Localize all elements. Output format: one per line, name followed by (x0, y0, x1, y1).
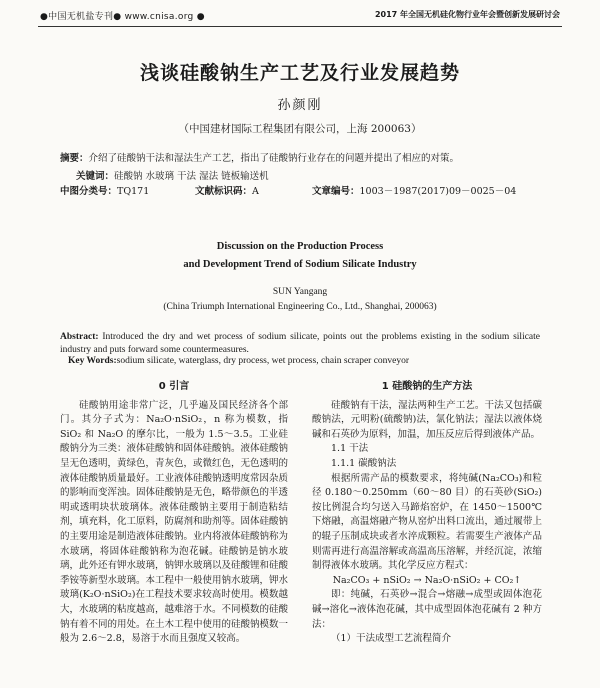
process-paragraph: 即：纯碱，石英砂→混合→熔融→成型或固体泡花碱→溶化→液体泡花碱，其中成型固体泡花碱有 2 种方法： (312, 589, 542, 630)
english-title (0, 238, 600, 274)
abstract-cn-text: 介绍了硅酸钠干法和湿法生产工艺，指出了硅酸钠行业存在的问题并提出了相应的对策。 (88, 153, 460, 164)
left-column (60, 380, 288, 647)
english-affiliation: (China Triumph International Engineering Co., Ltd., Shanghai, 200063) (163, 302, 437, 312)
keywords-cn-text: 硅酸钠 水玻璃 干法 湿法 链板输送机 (114, 171, 269, 182)
reaction-equation: Na₂CO₃ + nSiO₂ → Na₂O·nSiO₂ + CO₂↑ (332, 574, 522, 586)
article-number-label: 文章编号： (312, 186, 360, 197)
dry-forming-heading: （1）干法成型工艺流程简介 (331, 633, 452, 645)
article-title: 浅谈硅酸钠生产工艺及行业发展趋势 (139, 62, 460, 84)
english-keywords-text: sodium silicate, waterglass, dry process, wet process, chain scraper conveyor (116, 356, 410, 366)
section-heading-intro: 0 引言 (158, 381, 190, 392)
methods-paragraph: 硅酸钠有干法，湿法两种生产工艺。干法又包括碳酸钠法，元明粉(硫酸钠)法，氯化钠法；湿法以液体烧碱和石英砂为原料，加温，加压反应后得到液体产品。 (312, 399, 542, 440)
abstract-cn-label: 摘要： (60, 153, 89, 164)
subsection-sodium-carbonate: 1.1.1 碳酸钠法 (331, 457, 397, 469)
keywords-cn-label: 关键词： (76, 171, 115, 182)
journal-header-right: 2017 年全国无机硅化物行业年会暨创新发展研讨会 (374, 10, 560, 19)
article-number-value: 1003－1987(2017)09－0025－04 (359, 186, 517, 197)
author-affiliation: （中国建材国际工程集团有限公司，上海 200063） (178, 123, 422, 135)
clc-value: TQ171 (117, 186, 150, 197)
doc-code-value: A (252, 186, 259, 197)
english-abstract-label: Abstract: (60, 332, 99, 342)
journal-header-left: ●中国无机盐专刊● www.cnisa.org ● (40, 12, 205, 22)
section-heading-methods: 1 硅酸钠的生产方法 (381, 381, 473, 392)
english-keywords (68, 356, 538, 366)
doc-code-label: 文献标识码： (195, 186, 253, 197)
subsection-dry: 1.1 干法 (331, 443, 369, 455)
abstract-cn (60, 152, 540, 166)
english-keywords-label: Key Words: (68, 356, 117, 366)
english-abstract (60, 331, 540, 357)
english-title-line1: Discussion on the Production Process (216, 241, 384, 252)
keywords-cn (76, 168, 546, 182)
intro-paragraph: 硅酸钠用途非常广泛，几乎遍及国民经济各个部门。其分子式为：Na₂O·nSiO₂，n 称为模数，指 SiO₂ 和 Na₂O 的摩尔比，一般为 1.5～3.5。工业硅酸钠分为三类：液体硅酸钠和固体硅酸钠。液体硅酸钠呈无色透明，黄绿色，青灰色，或微红色，无色透明的液体硅酸钠质量最好。工业液体硅酸钠透明度常因杂质的影响而变浑浊。固体硅酸钠是无色，略带颜色的半透明或透明块状玻璃体。液体硅酸钠主要用于制造粘结剂，填充料，化工原料，防腐剂和助剂等。固体硅酸钠的主要用途是制造液体硅酸钠。业内将液体硅酸钠称为水玻璃，将固体硅酸钠称为泡花碱。硅酸钠是钠水玻璃，此外还有钾水玻璃，钠钾水玻璃以及硅酸锂和硅酸季铵等新型水玻璃。本工程中一般使用钠水玻璃，钾水玻璃(K₂O·nSiO₂)在工程技术要求较高时使用。模数越大，水玻璃的粘度越高，越难溶于水。不同模数的硅酸钠有着不同的用处。在土木工程中使用的硅酸钠模数一般为 2.6～2.8，易溶于水而且强度又较高。 (60, 399, 289, 645)
clc-label: 中图分类号： (60, 186, 118, 197)
english-title-line2: and Development Trend of Sodium Silicate Industry (183, 259, 417, 270)
author-name: 孙颜刚 (277, 98, 323, 113)
header-rule (38, 26, 562, 27)
carbonate-paragraph: 根据所需产品的模数要求，将纯碱(Na₂CO₃)和粒径 0.180～0.250mm（60～80 目）的石英砂(SiO₂)按比例混合均匀送入马蹄焰窑炉，在 1450～1500℃下熔融，高温熔融产物从窑炉出料口流出，通过履带上的辊子压制成块或者水淬成颗粒。若需要生产液体产品则需再进行高温溶解或高温高压溶解，并经沉淀，浓缩制得液体水玻璃。其化学反应方程式： (312, 472, 542, 572)
english-author: SUN Yangang (272, 287, 328, 297)
right-column (312, 380, 542, 647)
english-abstract-text: Introduced the dry and wet process of sodium silicate, points out the problems existing in the sodium silicate industry and puts forward some countermeasures. (60, 332, 540, 355)
